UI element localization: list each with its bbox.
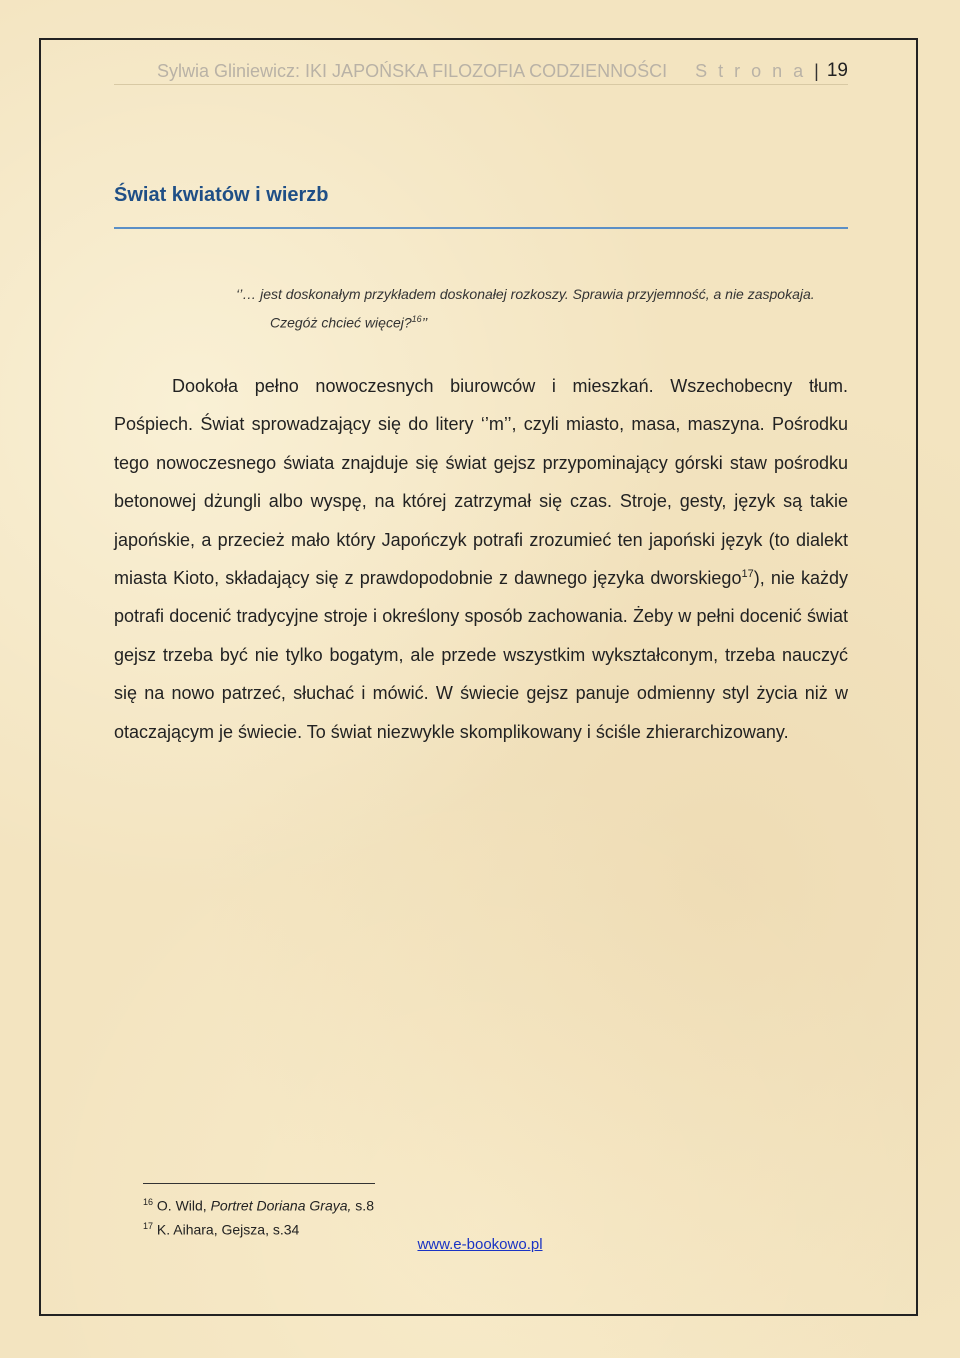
header-separator: | (814, 60, 819, 81)
footnote-ref-17[interactable]: 17 (741, 568, 754, 581)
body-text (114, 367, 848, 751)
body-text-part-2: ), nie każdy potrafi docenić tradycyjne stroje i określony sposób zachowania. Żeby w pełni docenić świat gejsz trzeba być nie tylko bogatym, ale przede wszystkim wykształconym, trzeba nauczyć się na nowo patrzeć, słuchać i mówić. W świecie gejsz panuje odmienny styl życia niż w otaczającym je świecie. To świat niezwykle skomplikowany i ściśle zhierarchizowany. (114, 568, 849, 742)
footnote-number: 16 (143, 1197, 154, 1207)
footnote-author: K. Aihara, Gejsza, s.34 (156, 1221, 300, 1238)
epigraph-quote (236, 282, 856, 336)
chapter-title: Świat kwiatów i wierzb (114, 184, 848, 229)
footnote-work: Portret Doriana Graya, (210, 1197, 352, 1214)
footnote-number: 17 (143, 1220, 154, 1231)
footer-link[interactable]: www.e-bookowo.pl (417, 1236, 543, 1253)
header-page-label: S t r o n a (695, 60, 807, 81)
body-text-part-1: Dookoła pełno nowoczesnych biurowców i mieszkań. Wszechobecny tłum. Pośpiech. Świat sprowadzający się do litery ‘’m’’, czyli miasto, masa, maszyna. Pośrodku tego nowoczesnego świata znajduje się świat gejsz przypominający górski staw pośrodku betonowej dżungli albo wyspę, na której zatrzymał się czas. Stroje, gesty, język są takie japońskie, a przecież mało który Japończyk potrafi zrozumieć ten japoński język (to dialekt miasta Kioto, składający się z prawdopodobnie z dawnego języka dworskiego (114, 376, 848, 589)
quote-line-2 (236, 307, 856, 336)
footnote-16 (143, 1192, 643, 1216)
body-paragraph (114, 367, 848, 751)
footnote-author: O. Wild, (156, 1197, 211, 1214)
quote-text: Czegóż chcieć więcej? (270, 314, 412, 331)
quote-close: ’’ (421, 314, 428, 331)
footnote-rest: s.8 (351, 1197, 374, 1214)
quote-line-1: ‘’… jest doskonałym przykładem doskonałej rozkoszy. Sprawia przyjemność, a nie zaspokaja. (236, 286, 815, 302)
page-header (114, 58, 848, 85)
footnote-divider (143, 1183, 375, 1184)
header-page-number: 19 (826, 60, 848, 81)
footnote-ref-16[interactable]: 16 (411, 314, 422, 324)
header-title: Sylwia Gliniewicz: IKI JAPOŃSKA FILOZOFIA CODZIENNOŚCI (157, 60, 668, 81)
footnotes (143, 1192, 643, 1239)
